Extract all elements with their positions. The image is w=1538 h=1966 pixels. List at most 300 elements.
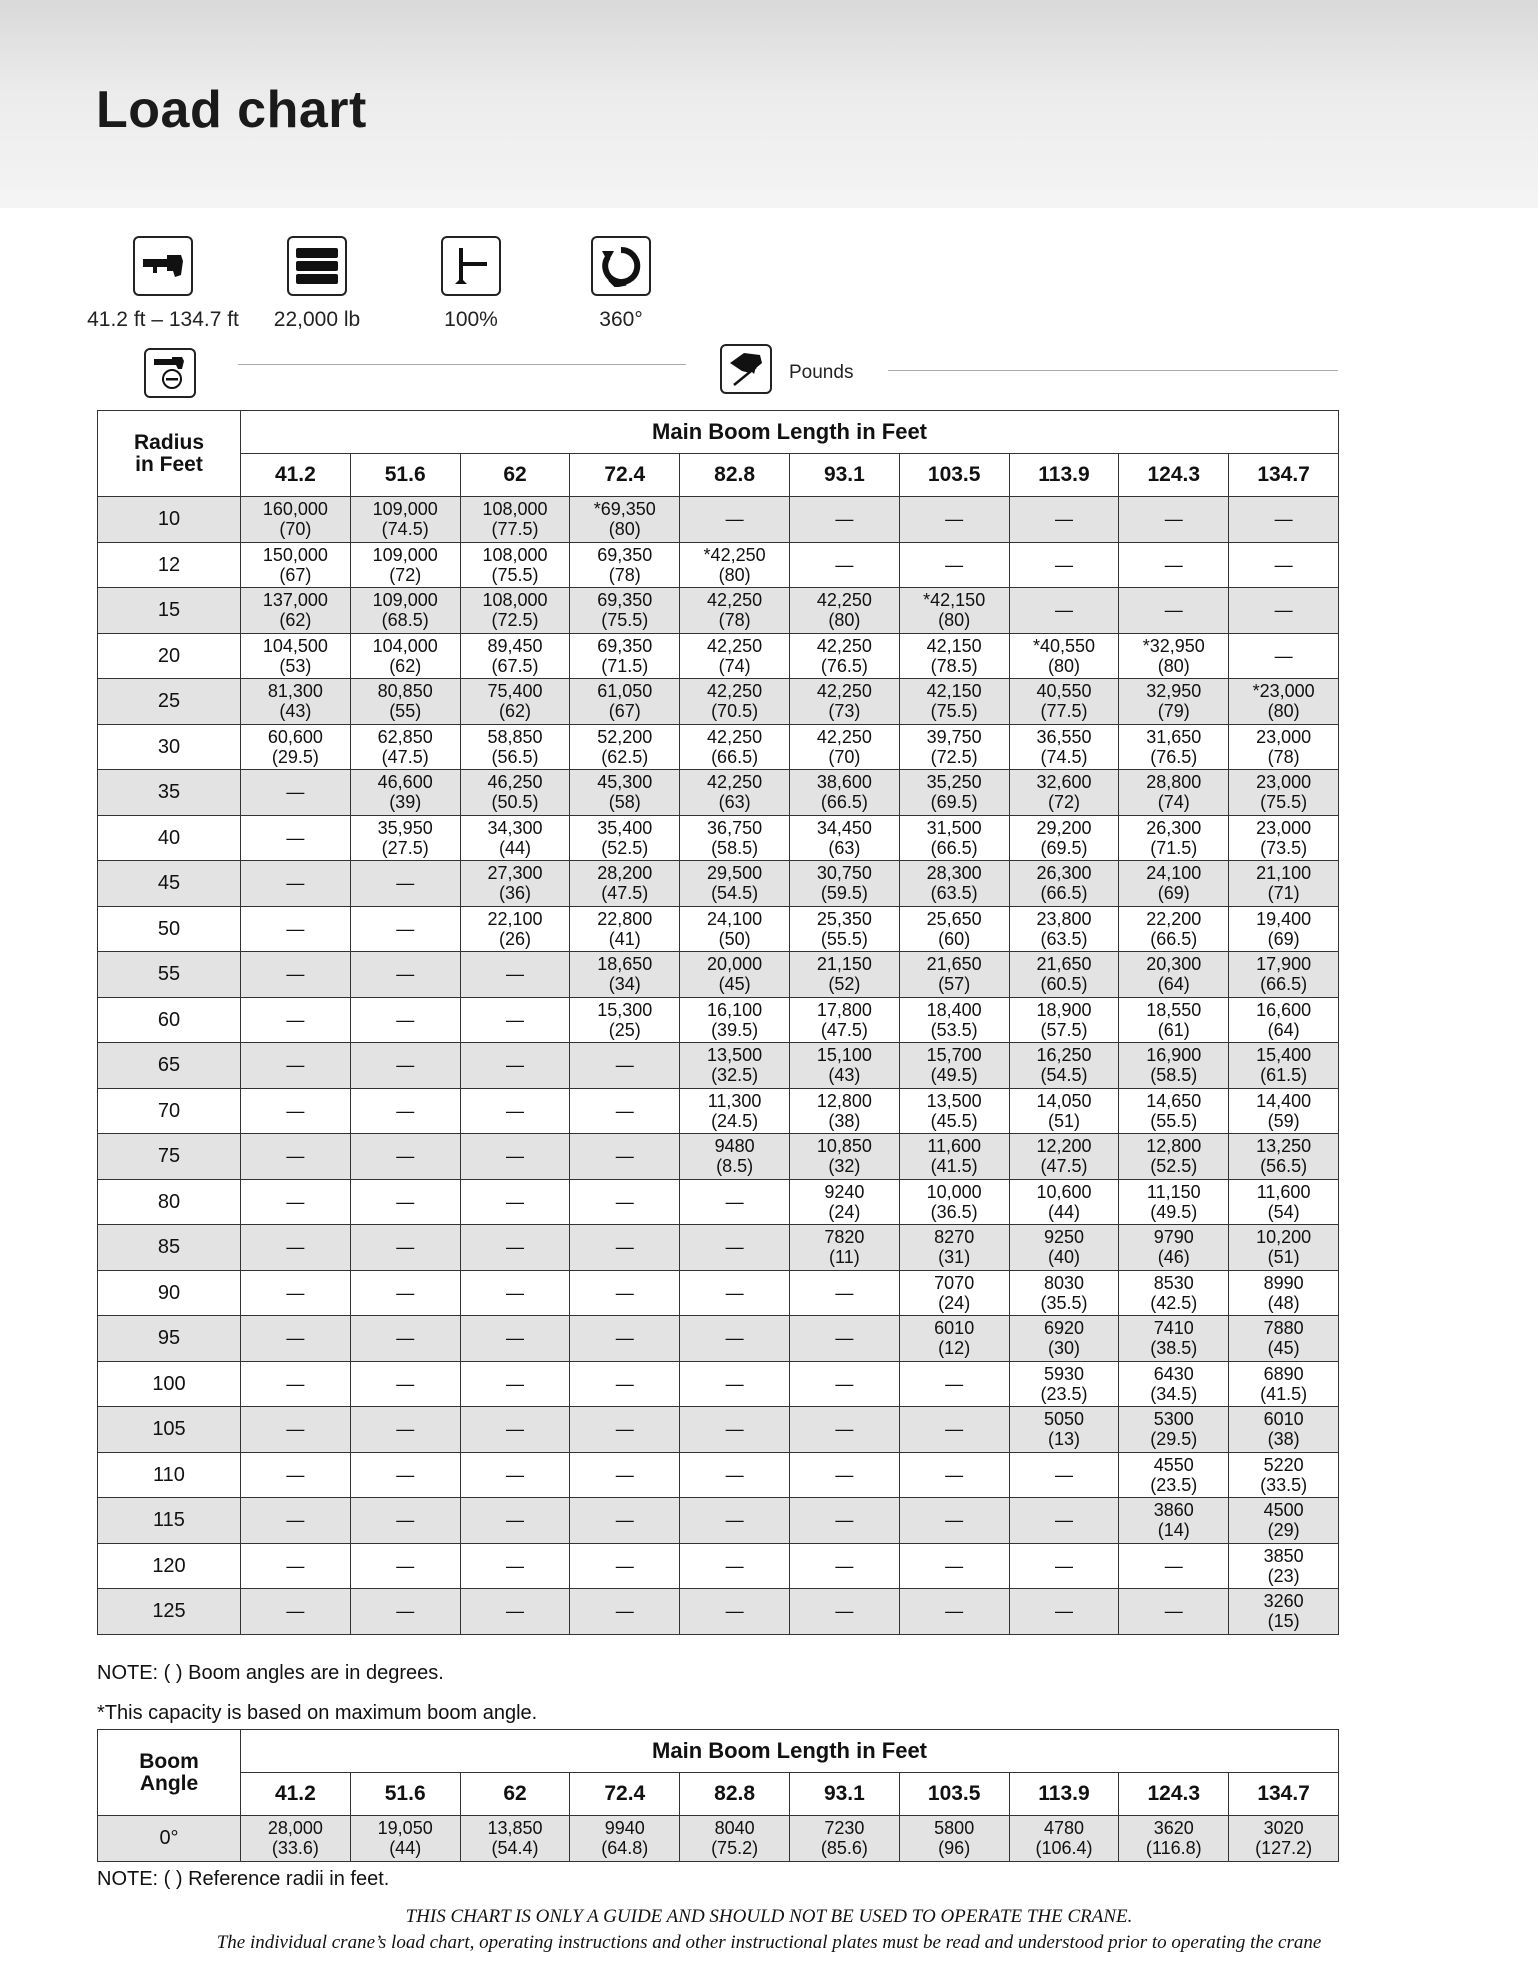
capacity-value: — <box>1054 1601 1073 1622</box>
capacity-value: — <box>396 1191 415 1212</box>
capacity-value: 28,800 <box>1146 772 1202 793</box>
capacity-value: 16,250 <box>1036 1045 1092 1066</box>
capacity-cell <box>241 1816 351 1862</box>
capacity-value: 19,400 <box>1256 908 1312 929</box>
capacity-value: — <box>505 1464 524 1485</box>
capacity-cell <box>460 1543 570 1589</box>
capacity-cell <box>789 1498 899 1544</box>
capacity-value: — <box>286 1555 305 1576</box>
zero-boom-length-group-header: Main Boom Length in Feet <box>241 1730 1339 1773</box>
capacity-cell <box>460 1134 570 1180</box>
capacity-cell <box>789 1452 899 1498</box>
capacity-cell <box>241 1589 351 1635</box>
capacity-cell <box>350 724 460 770</box>
boom-angle-value: (59.5) <box>820 883 868 904</box>
capacity-value: 46,250 <box>487 772 543 793</box>
capacity-cell <box>1229 1452 1339 1498</box>
table-row <box>98 1225 1339 1271</box>
capacity-cell <box>789 815 899 861</box>
boom-angle-value: (56.5) <box>1260 1156 1308 1177</box>
capacity-cell <box>241 1361 351 1407</box>
capacity-value: 35,950 <box>377 817 433 838</box>
capacity-value: — <box>725 1237 744 1258</box>
capacity-cell <box>460 497 570 543</box>
capacity-cell <box>789 679 899 725</box>
capacity-cell <box>899 1543 1009 1589</box>
capacity-value: — <box>396 1237 415 1258</box>
capacity-value: — <box>286 1009 305 1030</box>
capacity-cell <box>241 1179 351 1225</box>
boom-angle-value: (13) <box>1047 1429 1080 1450</box>
capacity-cell <box>1229 1816 1339 1862</box>
capacity-cell <box>1009 497 1119 543</box>
column-header: 124.3 <box>1119 454 1229 497</box>
capacity-cell <box>350 1589 460 1635</box>
capacity-value: — <box>945 1419 964 1440</box>
capacity-cell <box>350 1816 460 1862</box>
capacity-value: 36,550 <box>1036 726 1092 747</box>
capacity-value: — <box>945 509 964 530</box>
capacity-cell <box>680 1270 790 1316</box>
boom-angle-value: (75.2) <box>711 1838 759 1859</box>
zero-angle-table <box>97 1729 1339 1862</box>
capacity-cell <box>1229 633 1339 679</box>
load-weight-icon <box>720 344 772 394</box>
capacity-value: — <box>615 1328 634 1349</box>
boom-angle-value: (63.5) <box>1040 928 1088 949</box>
capacity-value: — <box>615 1055 634 1076</box>
table-row <box>98 1407 1339 1453</box>
spec-boom-length-label: 41.2 ft – 134.7 ft <box>87 308 239 331</box>
capacity-cell <box>1229 1361 1339 1407</box>
row-label: 60 <box>98 997 241 1043</box>
capacity-cell <box>241 588 351 634</box>
capacity-value: — <box>286 1100 305 1121</box>
capacity-cell <box>1009 1225 1119 1271</box>
capacity-value: 3620 <box>1153 1818 1194 1839</box>
capacity-value: — <box>615 1100 634 1121</box>
capacity-cell <box>1229 1043 1339 1089</box>
capacity-value: — <box>725 1373 744 1394</box>
boom-angle-value: (80) <box>718 564 751 585</box>
boom-angle-value: (75.5) <box>1260 792 1308 813</box>
capacity-value: 40,550 <box>1036 681 1092 702</box>
capacity-value: — <box>615 1191 634 1212</box>
capacity-cell <box>350 679 460 725</box>
capacity-value: 52,200 <box>597 726 653 747</box>
capacity-value: 14,650 <box>1146 1090 1202 1111</box>
capacity-cell <box>789 1088 899 1134</box>
capacity-value: 42,150 <box>926 681 982 702</box>
capacity-value: — <box>1054 600 1073 621</box>
capacity-cell <box>1009 1816 1119 1862</box>
boom-angle-value: (78) <box>718 610 751 631</box>
capacity-value: 22,800 <box>597 908 653 929</box>
capacity-value: 29,200 <box>1036 817 1092 838</box>
capacity-value: 21,650 <box>1036 954 1092 975</box>
boom-angle-value: (36.5) <box>930 1201 978 1222</box>
capacity-cell <box>460 679 570 725</box>
capacity-value: 42,250 <box>707 681 763 702</box>
capacity-value: — <box>396 873 415 894</box>
capacity-value: *32,950 <box>1142 635 1205 656</box>
capacity-value: 108,000 <box>482 499 548 520</box>
capacity-value: — <box>286 1464 305 1485</box>
boom-angle-value: (39.5) <box>711 1019 759 1040</box>
capacity-cell <box>789 1407 899 1453</box>
table-row <box>98 1179 1339 1225</box>
capacity-value: — <box>505 1237 524 1258</box>
spec-boom-length <box>78 236 248 332</box>
capacity-cell <box>899 1407 1009 1453</box>
capacity-cell <box>1009 633 1119 679</box>
row-label: 35 <box>98 770 241 816</box>
capacity-cell <box>241 906 351 952</box>
capacity-cell <box>570 1088 680 1134</box>
capacity-cell <box>1119 679 1229 725</box>
capacity-cell <box>350 952 460 998</box>
capacity-cell <box>899 906 1009 952</box>
table-row <box>98 724 1339 770</box>
capacity-cell <box>460 1361 570 1407</box>
table-row <box>98 1816 1339 1862</box>
capacity-value: 137,000 <box>262 590 328 611</box>
capacity-value: — <box>505 1055 524 1076</box>
capacity-cell <box>680 1225 790 1271</box>
capacity-value: — <box>505 1419 524 1440</box>
capacity-value: 62,850 <box>377 726 433 747</box>
table-row <box>98 1452 1339 1498</box>
capacity-cell <box>680 815 790 861</box>
row-label: 125 <box>98 1589 241 1635</box>
capacity-value: 10,600 <box>1036 1181 1092 1202</box>
boom-angle-value: (70) <box>279 519 312 540</box>
capacity-value: — <box>725 1328 744 1349</box>
capacity-cell <box>350 1088 460 1134</box>
capacity-value: 11,600 <box>927 1136 982 1157</box>
capacity-cell <box>899 1179 1009 1225</box>
capacity-value: — <box>835 509 854 530</box>
boom-angle-value: (66.5) <box>820 792 868 813</box>
boom-angle-value: (38) <box>1267 1429 1300 1450</box>
boom-angle-value: (12) <box>938 1338 971 1359</box>
row-label: 120 <box>98 1543 241 1589</box>
boom-angle-value: (79) <box>1157 701 1190 722</box>
boom-angle-value: (75.5) <box>491 564 539 585</box>
boom-angle-value: (73.5) <box>1260 837 1308 858</box>
capacity-value: 5050 <box>1043 1409 1084 1430</box>
capacity-cell <box>241 997 351 1043</box>
main-boom-config-icon <box>144 348 196 398</box>
capacity-value: 26,300 <box>1036 863 1092 884</box>
boom-angle-value: (60) <box>938 928 971 949</box>
boom-angle-value: (29.5) <box>271 746 319 767</box>
capacity-cell <box>1009 1407 1119 1453</box>
capacity-cell <box>789 770 899 816</box>
capacity-value: — <box>945 1464 964 1485</box>
row-label: 85 <box>98 1225 241 1271</box>
boom-angle-value: (11) <box>829 1247 860 1268</box>
row-label: 55 <box>98 952 241 998</box>
capacity-value: — <box>725 509 744 530</box>
boom-angle-value: (71.5) <box>601 655 649 676</box>
capacity-value: — <box>835 1328 854 1349</box>
capacity-value: 38,600 <box>816 772 872 793</box>
boom-angle-value: (78) <box>1267 746 1300 767</box>
capacity-value: 109,000 <box>372 544 438 565</box>
capacity-cell <box>460 1816 570 1862</box>
capacity-value: 69,350 <box>597 590 653 611</box>
capacity-value: — <box>505 1328 524 1349</box>
capacity-cell <box>1229 724 1339 770</box>
capacity-cell <box>570 815 680 861</box>
capacity-cell <box>1009 952 1119 998</box>
capacity-cell <box>899 770 1009 816</box>
capacity-value: 45,300 <box>597 772 653 793</box>
capacity-cell <box>241 497 351 543</box>
capacity-value: — <box>1274 600 1293 621</box>
boom-angle-value: (64) <box>1157 974 1190 995</box>
capacity-cell <box>789 724 899 770</box>
capacity-cell <box>899 1816 1009 1862</box>
capacity-value: — <box>835 554 854 575</box>
capacity-value: 13,850 <box>487 1818 543 1839</box>
capacity-cell <box>570 770 680 816</box>
capacity-value: — <box>615 1146 634 1167</box>
capacity-value: 13,250 <box>1256 1136 1312 1157</box>
capacity-value: — <box>505 1282 524 1303</box>
capacity-cell <box>1009 1316 1119 1362</box>
divider-right <box>888 370 1338 371</box>
capacity-cell <box>1009 1179 1119 1225</box>
capacity-cell <box>789 1816 899 1862</box>
capacity-value: 4780 <box>1043 1818 1084 1839</box>
row-label: 95 <box>98 1316 241 1362</box>
capacity-value: — <box>725 1464 744 1485</box>
capacity-cell <box>899 1043 1009 1089</box>
boom-angle-value: (66.5) <box>1260 974 1308 995</box>
capacity-value: — <box>286 1191 305 1212</box>
capacity-value: — <box>725 1419 744 1440</box>
row-label: 25 <box>98 679 241 725</box>
capacity-cell <box>680 1134 790 1180</box>
capacity-value: — <box>505 1601 524 1622</box>
boom-angle-header <box>98 1730 241 1816</box>
capacity-value: — <box>286 1237 305 1258</box>
capacity-value: *42,250 <box>703 544 766 565</box>
boom-angle-value: (63.5) <box>930 883 978 904</box>
boom-angle-value: (66.5) <box>1040 883 1088 904</box>
capacity-cell <box>570 1452 680 1498</box>
capacity-value: 42,250 <box>707 635 763 656</box>
capacity-value: — <box>505 1009 524 1030</box>
capacity-cell <box>350 1043 460 1089</box>
capacity-value: — <box>835 1601 854 1622</box>
radius-header-line2: in Feet <box>135 452 203 476</box>
capacity-value: — <box>835 1373 854 1394</box>
column-header: 93.1 <box>789 1773 899 1816</box>
row-label: 30 <box>98 724 241 770</box>
capacity-value: 23,000 <box>1256 817 1312 838</box>
boom-angle-value: (116.8) <box>1145 1838 1202 1859</box>
column-header: 113.9 <box>1009 454 1119 497</box>
boom-angle-value: (69) <box>1267 928 1300 949</box>
capacity-cell <box>460 815 570 861</box>
capacity-value: 35,400 <box>597 817 653 838</box>
table-row <box>98 1498 1339 1544</box>
boom-angle-value: (69) <box>1157 883 1190 904</box>
table-row <box>98 1543 1339 1589</box>
boom-angle-value: (67) <box>279 564 312 585</box>
capacity-value: *69,350 <box>593 499 656 520</box>
capacity-value: — <box>1274 509 1293 530</box>
capacity-cell <box>1119 952 1229 998</box>
capacity-cell <box>1009 542 1119 588</box>
capacity-value: 6430 <box>1153 1363 1194 1384</box>
capacity-cell <box>460 770 570 816</box>
boom-angle-value: (80) <box>1267 701 1300 722</box>
row-label: 12 <box>98 542 241 588</box>
capacity-value: — <box>505 964 524 985</box>
capacity-cell <box>899 861 1009 907</box>
boom-angle-header-line1: Boom <box>139 1749 199 1773</box>
boom-angle-value: (62) <box>279 610 312 631</box>
capacity-value: — <box>1054 554 1073 575</box>
capacity-cell <box>570 1589 680 1635</box>
table-row <box>98 815 1339 861</box>
capacity-value: 89,450 <box>487 635 543 656</box>
capacity-cell <box>241 1088 351 1134</box>
boom-angle-value: (74) <box>1157 792 1190 813</box>
capacity-value: — <box>1054 1510 1073 1531</box>
capacity-value: 10,850 <box>816 1136 872 1157</box>
capacity-value: — <box>725 1555 744 1576</box>
boom-angle-value: (48) <box>1267 1292 1300 1313</box>
capacity-value: 150,000 <box>262 544 328 565</box>
capacity-cell <box>1119 770 1229 816</box>
capacity-cell <box>570 1225 680 1271</box>
boom-angle-value: (26) <box>498 928 531 949</box>
boom-angle-value: (70) <box>828 746 861 767</box>
boom-angle-value: (41.5) <box>1260 1383 1308 1404</box>
boom-angle-value: (50.5) <box>491 792 539 813</box>
capacity-value: — <box>505 1510 524 1531</box>
capacity-cell <box>680 952 790 998</box>
table-row <box>98 1134 1339 1180</box>
capacity-cell <box>789 542 899 588</box>
capacity-value: — <box>286 1419 305 1440</box>
capacity-cell <box>1229 497 1339 543</box>
capacity-cell <box>241 1498 351 1544</box>
capacity-cell <box>1119 1270 1229 1316</box>
row-label: 0° <box>98 1816 241 1862</box>
capacity-value: 5300 <box>1153 1409 1194 1430</box>
capacity-cell <box>460 861 570 907</box>
capacity-cell <box>899 1270 1009 1316</box>
row-label: 15 <box>98 588 241 634</box>
boom-angle-value: (24) <box>938 1292 971 1313</box>
capacity-cell <box>1229 997 1339 1043</box>
capacity-cell <box>680 1179 790 1225</box>
table-row <box>98 770 1339 816</box>
capacity-value: 42,250 <box>816 635 872 656</box>
capacity-value: — <box>396 1601 415 1622</box>
boom-angle-value: (78.5) <box>930 655 978 676</box>
capacity-cell <box>350 861 460 907</box>
table-row <box>98 906 1339 952</box>
capacity-value: 14,050 <box>1036 1090 1092 1111</box>
capacity-value: 46,600 <box>377 772 433 793</box>
capacity-value: 32,600 <box>1036 772 1092 793</box>
capacity-value: — <box>725 1191 744 1212</box>
boom-angle-value: (52.5) <box>601 837 649 858</box>
capacity-value: 3260 <box>1263 1591 1304 1612</box>
boom-angle-value: (63) <box>718 792 751 813</box>
capacity-cell <box>1119 1316 1229 1362</box>
capacity-cell <box>1119 1088 1229 1134</box>
capacity-cell <box>350 542 460 588</box>
capacity-cell <box>241 1270 351 1316</box>
capacity-value: — <box>286 918 305 939</box>
boom-angle-value: (25) <box>608 1019 641 1040</box>
boom-angle-value: (38) <box>828 1110 861 1131</box>
boom-angle-value: (50) <box>718 928 751 949</box>
capacity-value: 12,800 <box>1146 1136 1202 1157</box>
capacity-value: 12,200 <box>1036 1136 1092 1157</box>
capacity-value: 42,250 <box>816 681 872 702</box>
column-header: 62 <box>460 454 570 497</box>
capacity-value: 34,300 <box>487 817 543 838</box>
boom-angle-value: (69.5) <box>930 792 978 813</box>
boom-angle-value: (23) <box>1267 1565 1300 1586</box>
capacity-value: 69,350 <box>597 544 653 565</box>
boom-angle-value: (45) <box>1267 1338 1300 1359</box>
capacity-value: — <box>286 1601 305 1622</box>
boom-angle-value: (23.5) <box>1150 1474 1198 1495</box>
capacity-value: — <box>396 1146 415 1167</box>
capacity-cell <box>1119 1452 1229 1498</box>
load-chart-table <box>97 410 1339 1635</box>
boom-angle-value: (33.5) <box>1260 1474 1308 1495</box>
capacity-cell <box>899 542 1009 588</box>
capacity-value: 20,000 <box>707 954 763 975</box>
capacity-cell <box>789 906 899 952</box>
capacity-cell <box>680 542 790 588</box>
capacity-cell <box>241 724 351 770</box>
capacity-cell <box>1119 633 1229 679</box>
capacity-value: 4500 <box>1263 1500 1304 1521</box>
capacity-cell <box>680 497 790 543</box>
boom-angle-value: (64.8) <box>601 1838 649 1859</box>
column-header: 82.8 <box>680 1773 790 1816</box>
row-label: 50 <box>98 906 241 952</box>
capacity-cell <box>899 633 1009 679</box>
capacity-value: 19,050 <box>377 1818 433 1839</box>
boom-angle-value: (58.5) <box>711 837 759 858</box>
capacity-value: 42,250 <box>707 726 763 747</box>
capacity-value: — <box>396 1510 415 1531</box>
column-header: 51.6 <box>350 1773 460 1816</box>
capacity-value: — <box>1164 1601 1183 1622</box>
capacity-cell <box>789 497 899 543</box>
capacity-cell <box>899 997 1009 1043</box>
capacity-cell <box>1229 1407 1339 1453</box>
rotation-icon <box>591 236 651 296</box>
capacity-cell <box>570 724 680 770</box>
capacity-value: — <box>286 1328 305 1349</box>
capacity-cell <box>460 1179 570 1225</box>
capacity-cell <box>899 952 1009 998</box>
